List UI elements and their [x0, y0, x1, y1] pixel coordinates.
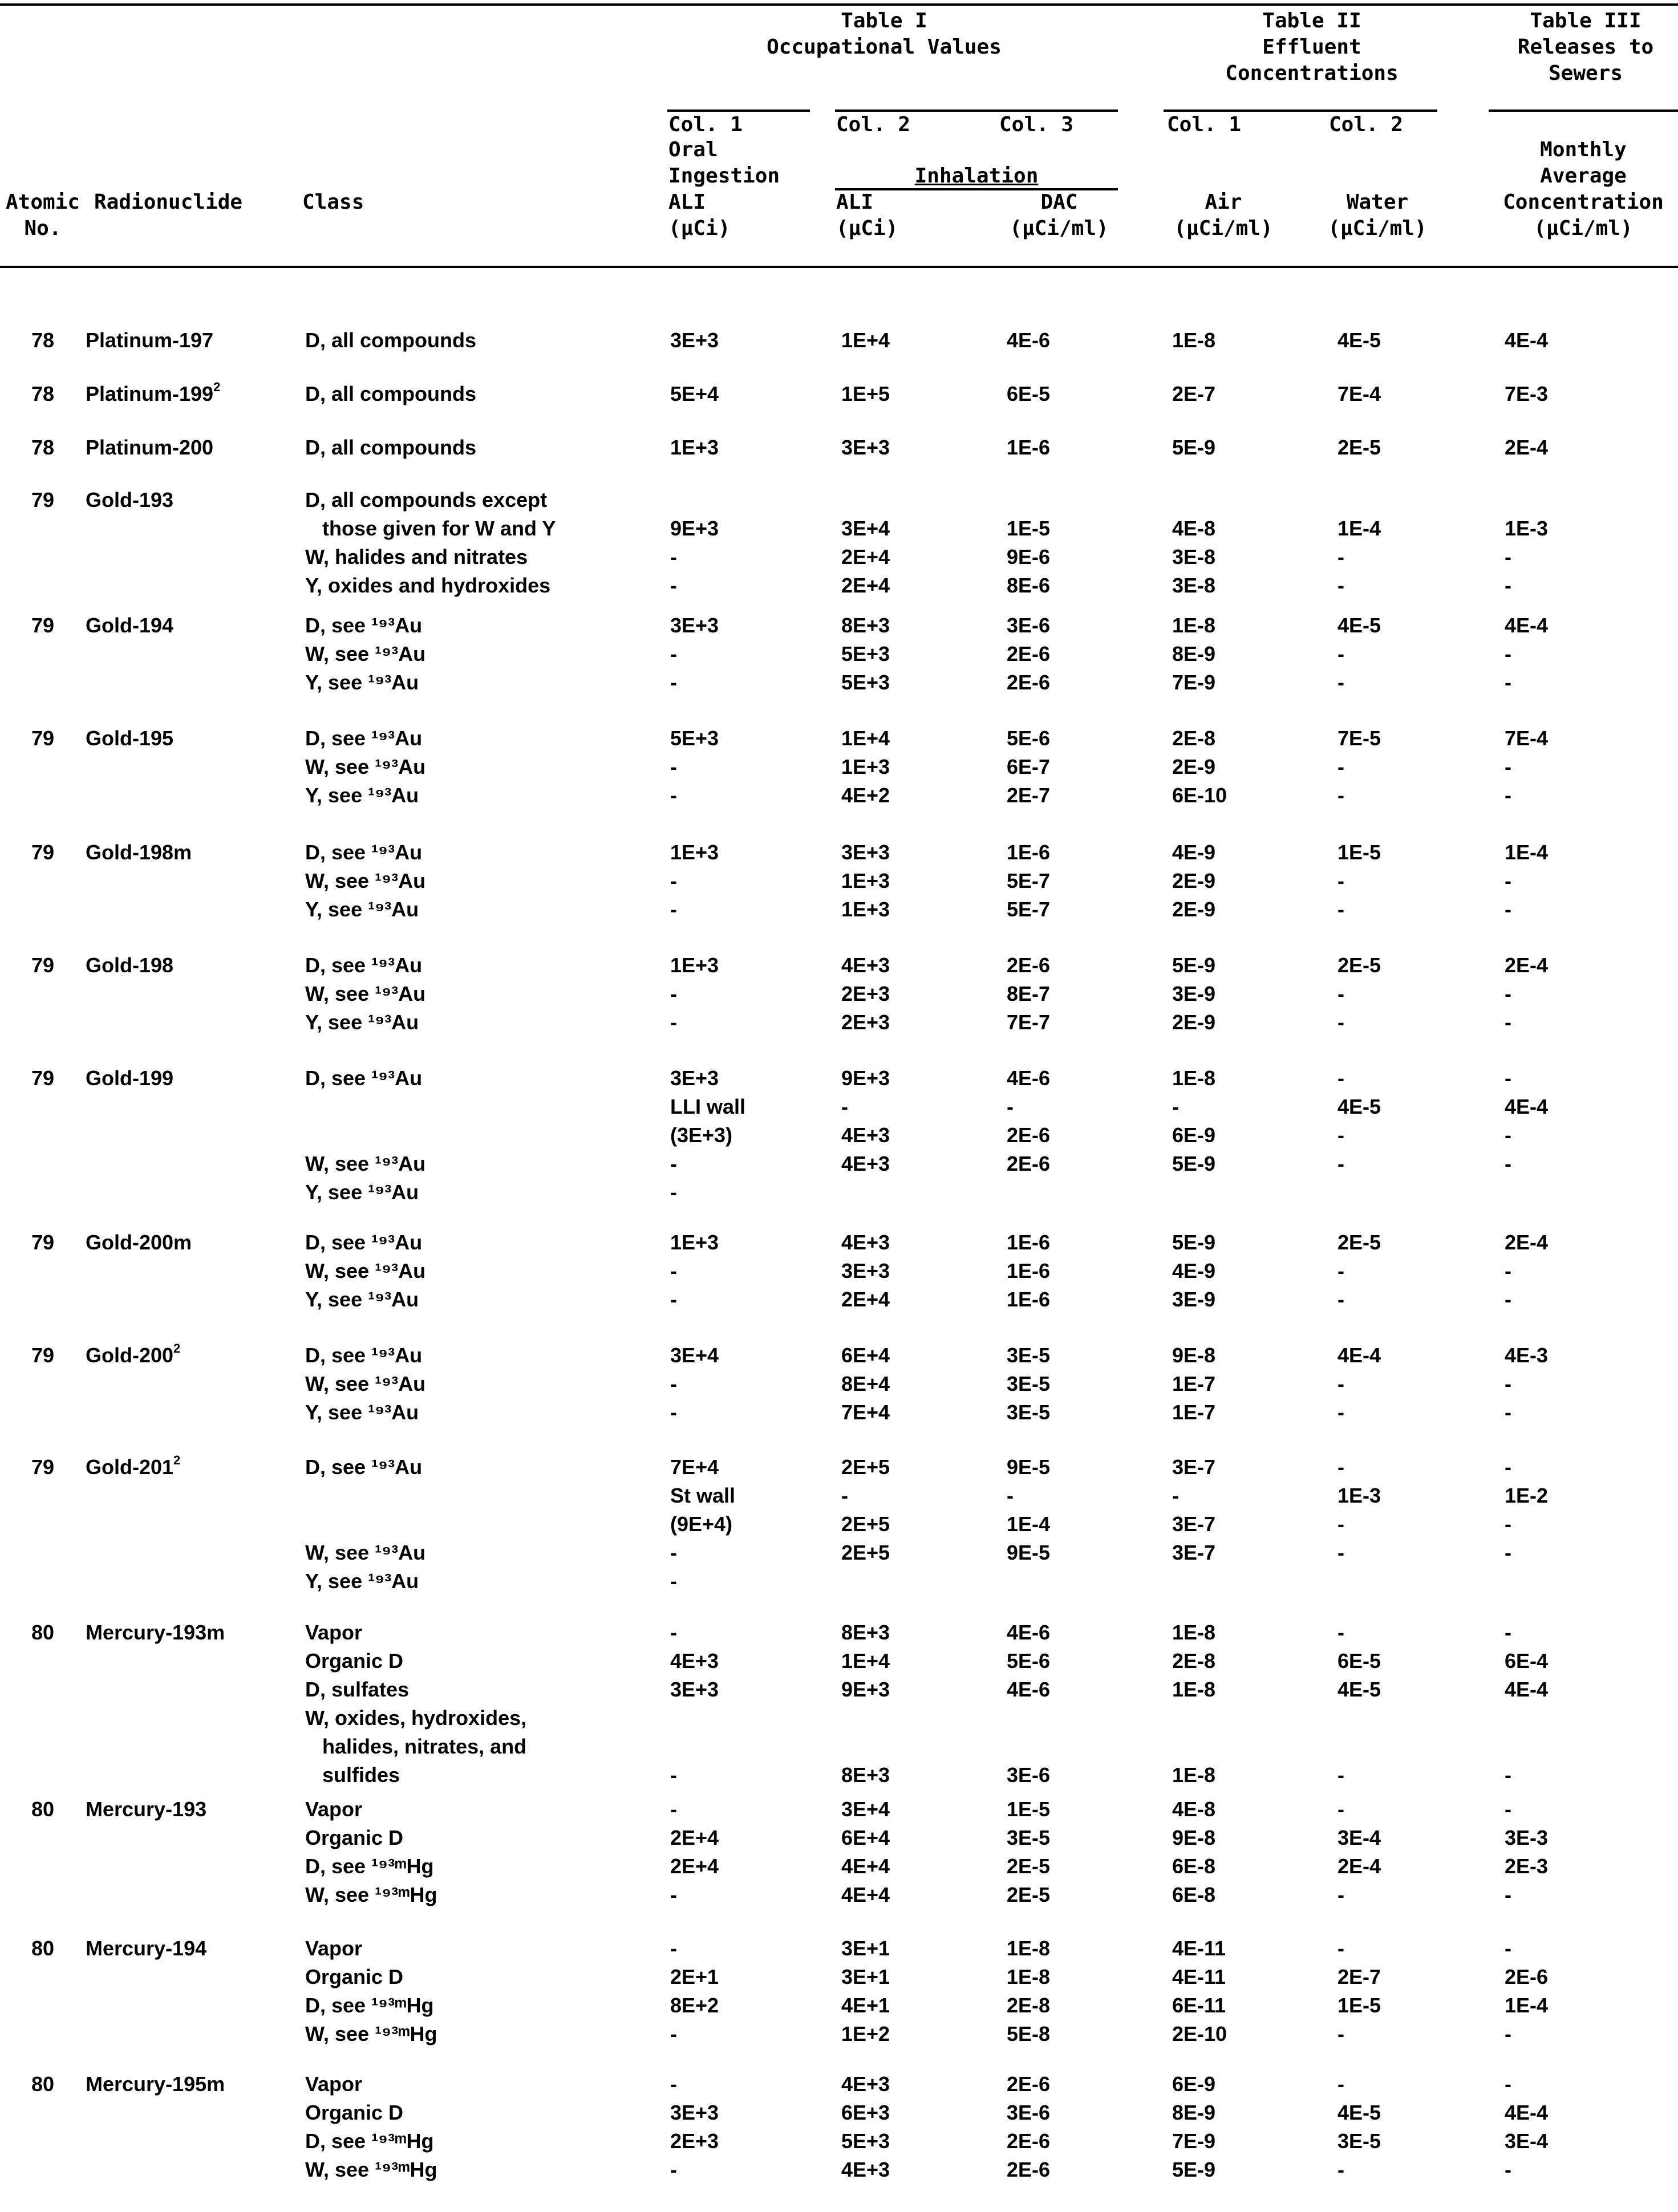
- cell-nuc: Mercury-193: [86, 1797, 207, 1821]
- class-header: Class: [302, 190, 364, 214]
- cell-dac: 4E-6: [1007, 328, 1051, 352]
- cell-ali2: 4E+3 2E+3 2E+3: [841, 953, 890, 1034]
- cell-nuc: Gold-195: [86, 726, 174, 750]
- cell-water: - 4E-5 3E-5 -: [1337, 2072, 1381, 2181]
- cell-water: - 1E-3 - -: [1337, 1455, 1381, 1564]
- cell-water: - 2E-7 1E-5 -: [1337, 1937, 1381, 2045]
- cell-cls: D, see ¹⁹³Au W, see ¹⁹³Au Y, see ¹⁹³Au: [305, 614, 426, 694]
- cell-no: 79: [31, 953, 55, 977]
- atomic-no-header: Atomic No.: [5, 190, 80, 240]
- cell-water: 1E-4 - -: [1337, 517, 1381, 597]
- cell-ali2: 3E+4 6E+4 4E+4 4E+4: [841, 1797, 890, 1906]
- oral-ingestion-label: Oral Ingestion: [668, 138, 780, 188]
- col2b-label: Col. 2: [1329, 113, 1404, 136]
- cell-cls: D, see ¹⁹³Au W, see ¹⁹³Au Y, see ¹⁹³Au: [305, 1066, 426, 1204]
- cell-air: 4E-9 2E-9 2E-9: [1172, 841, 1216, 921]
- cell-cls: Vapor Organic D D, see ¹⁹³ᵐHg W, see ¹⁹³ᵐHg: [305, 1797, 437, 1906]
- cell-no: 78: [31, 436, 55, 459]
- cell-water: 4E-5: [1337, 328, 1381, 352]
- cell-ali: 3E+3 - -: [670, 614, 719, 694]
- cell-air: 1E-8 - 6E-9 5E-9: [1172, 1066, 1216, 1175]
- cell-ali: 1E+3 - -: [670, 841, 719, 921]
- cell-sewer: - 6E-4 4E-4 -: [1505, 1621, 1549, 1787]
- cell-dac: 6E-5: [1007, 382, 1051, 405]
- cell-ali2: 9E+3 - 4E+3 4E+3: [841, 1066, 890, 1175]
- header-bottom-rule: [0, 266, 1678, 268]
- cell-ali: 9E+3 - -: [670, 517, 719, 597]
- cell-ali2: 1E+4: [841, 328, 890, 352]
- cell-water: - 4E-5 - -: [1337, 1066, 1381, 1175]
- footnote-mark: 2: [173, 1341, 181, 1355]
- cell-ali: - 3E+3 2E+3 -: [670, 2072, 719, 2181]
- cell-water: 4E-4 - -: [1337, 1344, 1381, 1424]
- table1-heading: Table I Occupational Values: [767, 9, 1002, 59]
- cell-nuc: Mercury-194: [86, 1937, 207, 1960]
- cell-sewer: - 3E-3 2E-3 -: [1505, 1797, 1549, 1906]
- cell-ali2: 3E+4 2E+4 2E+4: [841, 517, 890, 597]
- cell-cls: D, see ¹⁹³Au W, see ¹⁹³Au Y, see ¹⁹³Au: [305, 841, 426, 921]
- cell-dac: 1E-8 1E-8 2E-8 5E-8: [1007, 1937, 1051, 2045]
- cell-air: 5E-9 3E-9 2E-9: [1172, 953, 1216, 1034]
- cell-ali: 3E+4 - -: [670, 1344, 719, 1424]
- col2a-label: Col. 2: [836, 113, 911, 136]
- cell-air: 5E-9 4E-9 3E-9: [1172, 1231, 1216, 1311]
- cell-no: 79: [31, 841, 55, 864]
- monthly-average-label: Monthly Average: [1540, 138, 1627, 188]
- cell-cls: Vapor Organic D D, see ¹⁹³ᵐHg W, see ¹⁹³ᵐHg: [305, 2072, 437, 2181]
- ali-inhal-header: ALI (µCi): [836, 190, 898, 240]
- cell-ali2: 8E+3 1E+4 9E+3 8E+3: [841, 1621, 890, 1787]
- cell-sewer: 2E-4 - -: [1505, 953, 1549, 1034]
- cell-dac: 5E-6 6E-7 2E-7: [1007, 726, 1051, 807]
- cell-air: 9E-8 1E-7 1E-7: [1172, 1344, 1216, 1424]
- footnote-mark: 2: [173, 1453, 181, 1467]
- cell-no: 80: [31, 1621, 55, 1644]
- cell-ali2: 1E+4 1E+3 4E+2: [841, 726, 890, 807]
- cell-nuc: Platinum-$199^2$: [86, 380, 221, 405]
- cell-cls: Vapor Organic D D, sulfates W, oxides, hydroxides, halides, nitrates, and sulfides: [305, 1621, 527, 1787]
- air-header: Air (µCi/ml): [1174, 190, 1273, 240]
- cell-ali: 7E+4 St wall (9E+4) - -: [670, 1455, 736, 1593]
- concentration-header: Concentration (µCi/ml): [1503, 190, 1664, 240]
- cell-ali: 1E+3 - -: [670, 953, 719, 1034]
- dac-header: DAC (µCi/ml): [1010, 190, 1109, 240]
- cell-air: 2E-8 2E-9 6E-10: [1172, 726, 1227, 807]
- cell-sewer: 1E-3 - -: [1505, 517, 1549, 597]
- cell-ali2: 4E+3 3E+3 2E+4: [841, 1231, 890, 1311]
- cell-ali2: 4E+3 6E+3 5E+3 4E+3: [841, 2072, 890, 2181]
- cell-air: 1E-8: [1172, 328, 1216, 352]
- radionuclide-header: Radionuclide: [94, 190, 243, 214]
- cell-water: 2E-5: [1337, 436, 1381, 459]
- cell-dac: 4E-6 5E-6 4E-6 3E-6: [1007, 1621, 1051, 1787]
- cell-ali: 1E+3 - -: [670, 1231, 719, 1311]
- cell-air: 5E-9: [1172, 436, 1216, 459]
- cell-water: 7E-5 - -: [1337, 726, 1381, 807]
- cell-cls: D, see ¹⁹³Au W, see ¹⁹³Au Y, see ¹⁹³Au: [305, 726, 426, 807]
- cell-water: - 6E-5 4E-5 -: [1337, 1621, 1381, 1787]
- cell-dac: 1E-5 3E-5 2E-5 2E-5: [1007, 1797, 1051, 1906]
- cell-air: 4E-8 9E-8 6E-8 6E-8: [1172, 1797, 1216, 1906]
- cell-sewer: 1E-4 - -: [1505, 841, 1549, 921]
- cell-ali2: 3E+3: [841, 436, 890, 459]
- cell-no: 80: [31, 2072, 55, 2096]
- cell-nuc: Gold-$200^2$: [86, 1341, 181, 1367]
- cell-sewer: - 4E-4 - -: [1505, 1066, 1549, 1175]
- cell-cls: D, see ¹⁹³Au W, see ¹⁹³Au Y, see ¹⁹³Au: [305, 1344, 426, 1424]
- cell-air: 6E-9 8E-9 7E-9 5E-9: [1172, 2072, 1216, 2181]
- cell-sewer: 7E-3: [1505, 382, 1549, 405]
- table3-heading: Table III Releases to Sewers: [1517, 9, 1654, 85]
- cell-no: 78: [31, 382, 55, 405]
- cell-dac: 1E-5 9E-6 8E-6: [1007, 517, 1051, 597]
- cell-no: 79: [31, 488, 55, 512]
- cell-nuc: Platinum-200: [86, 436, 214, 459]
- cell-dac: 2E-6 8E-7 7E-7: [1007, 953, 1051, 1034]
- cell-no: 78: [31, 328, 55, 352]
- cell-dac: 1E-6 5E-7 5E-7: [1007, 841, 1051, 921]
- cell-water: - 3E-4 2E-4 -: [1337, 1797, 1381, 1906]
- cell-cls: D, see ¹⁹³Au W, see ¹⁹³Au Y, see ¹⁹³Au: [305, 1231, 426, 1311]
- cell-ali: - 4E+3 3E+3 -: [670, 1621, 719, 1787]
- cell-no: 79: [31, 1455, 55, 1479]
- cell-water: 4E-5 - -: [1337, 614, 1381, 694]
- table3-rule: [1489, 109, 1678, 112]
- cell-sewer: 4E-3 - -: [1505, 1344, 1549, 1424]
- water-header: Water (µCi/ml): [1328, 190, 1427, 240]
- cell-nuc: Mercury-193m: [86, 1621, 225, 1644]
- cell-ali: 3E+3 LLI wall (3E+3) - -: [670, 1066, 746, 1204]
- cell-dac: 1E-6 1E-6 1E-6: [1007, 1231, 1051, 1311]
- cell-no: 79: [31, 614, 55, 637]
- cell-ali: - 2E+1 8E+2 -: [670, 1937, 719, 2045]
- cell-nuc: Gold-193: [86, 488, 174, 512]
- cell-cls: D, all compounds: [305, 436, 477, 459]
- cell-air: 4E-11 4E-11 6E-11 2E-10: [1172, 1937, 1227, 2045]
- cell-cls: D, see ¹⁹³Au W, see ¹⁹³Au Y, see ¹⁹³Au: [305, 1455, 426, 1593]
- ali-oral-header: ALI (µCi): [668, 190, 731, 240]
- cell-nuc: Gold-198m: [86, 841, 192, 864]
- cell-dac: 3E-6 2E-6 2E-6: [1007, 614, 1051, 694]
- cell-air: 2E-7: [1172, 382, 1216, 405]
- cell-ali: - 2E+4 2E+4 -: [670, 1797, 719, 1906]
- cell-sewer: 7E-4 - -: [1505, 726, 1549, 807]
- cell-water: 7E-4: [1337, 382, 1381, 405]
- cell-ali2: 2E+5 - 2E+5 2E+5: [841, 1455, 890, 1564]
- cell-dac: 1E-6: [1007, 436, 1051, 459]
- cell-ali: 3E+3: [670, 328, 719, 352]
- cell-cls: D, all compounds except those given for W and Y W, halides and nitrates Y, oxides and hydroxides: [305, 488, 556, 597]
- cell-cls: Vapor Organic D D, see ¹⁹³ᵐHg W, see ¹⁹³ᵐHg: [305, 1937, 437, 2045]
- cell-sewer: 4E-4: [1505, 328, 1549, 352]
- cell-water: 2E-5 - -: [1337, 1231, 1381, 1311]
- top-rule: [0, 3, 1678, 6]
- col1b-label: Col. 1: [1167, 113, 1242, 136]
- cell-no: 79: [31, 1231, 55, 1254]
- cell-ali: 1E+3: [670, 436, 719, 459]
- cell-air: 1E-8 8E-9 7E-9: [1172, 614, 1216, 694]
- cell-air: 4E-8 3E-8 3E-8: [1172, 517, 1216, 597]
- cell-water: 2E-5 - -: [1337, 953, 1381, 1034]
- table2-heading: Table II Effluent Concentrations: [1225, 9, 1399, 85]
- cell-ali2: 1E+5: [841, 382, 890, 405]
- cell-water: 1E-5 - -: [1337, 841, 1381, 921]
- cell-nuc: Gold-199: [86, 1066, 174, 1090]
- cell-dac: 2E-6 3E-6 2E-6 2E-6: [1007, 2072, 1051, 2181]
- cell-no: 80: [31, 1797, 55, 1821]
- cell-ali: 5E+4: [670, 382, 719, 405]
- cell-ali2: 8E+3 5E+3 5E+3: [841, 614, 890, 694]
- cell-cls: D, see ¹⁹³Au W, see ¹⁹³Au Y, see ¹⁹³Au: [305, 953, 426, 1034]
- cell-sewer: - 2E-6 1E-4 -: [1505, 1937, 1549, 2045]
- cell-nuc: Gold-$201^2$: [86, 1453, 181, 1479]
- cell-nuc: Platinum-197: [86, 328, 214, 352]
- cell-sewer: - 1E-2 - -: [1505, 1455, 1549, 1564]
- cell-ali2: 3E+3 1E+3 1E+3: [841, 841, 890, 921]
- cell-ali: 5E+3 - -: [670, 726, 719, 807]
- col3a-label: Col. 3: [999, 113, 1074, 136]
- cell-sewer: 2E-4 - -: [1505, 1231, 1549, 1311]
- cell-sewer: 2E-4: [1505, 436, 1549, 459]
- cell-ali2: 3E+1 3E+1 4E+1 1E+2: [841, 1937, 890, 2045]
- cell-sewer: - 4E-4 3E-4 -: [1505, 2072, 1549, 2181]
- cell-cls: D, all compounds: [305, 382, 477, 405]
- cell-air: 3E-7 - 3E-7 3E-7: [1172, 1455, 1216, 1564]
- footnote-mark: 2: [213, 380, 221, 394]
- cell-air: 1E-8 2E-8 1E-8 1E-8: [1172, 1621, 1216, 1787]
- cell-no: 79: [31, 1344, 55, 1367]
- cell-no: 80: [31, 1937, 55, 1960]
- col1a-label: Col. 1: [668, 113, 743, 136]
- cell-no: 79: [31, 1066, 55, 1090]
- cell-nuc: Gold-198: [86, 953, 174, 977]
- cell-dac: 9E-5 - 1E-4 9E-5: [1007, 1455, 1051, 1564]
- cell-nuc: Gold-194: [86, 614, 174, 637]
- cell-ali2: 6E+4 8E+4 7E+4: [841, 1344, 890, 1424]
- inhalation-label: Inhalation: [914, 164, 1039, 188]
- cell-cls: D, all compounds: [305, 328, 477, 352]
- cell-no: 79: [31, 726, 55, 750]
- cell-dac: 3E-5 3E-5 3E-5: [1007, 1344, 1051, 1424]
- cell-dac: 4E-6 - 2E-6 2E-6: [1007, 1066, 1051, 1175]
- cell-sewer: 4E-4 - -: [1505, 614, 1549, 694]
- cell-nuc: Gold-200m: [86, 1231, 192, 1254]
- cell-nuc: Mercury-195m: [86, 2072, 225, 2096]
